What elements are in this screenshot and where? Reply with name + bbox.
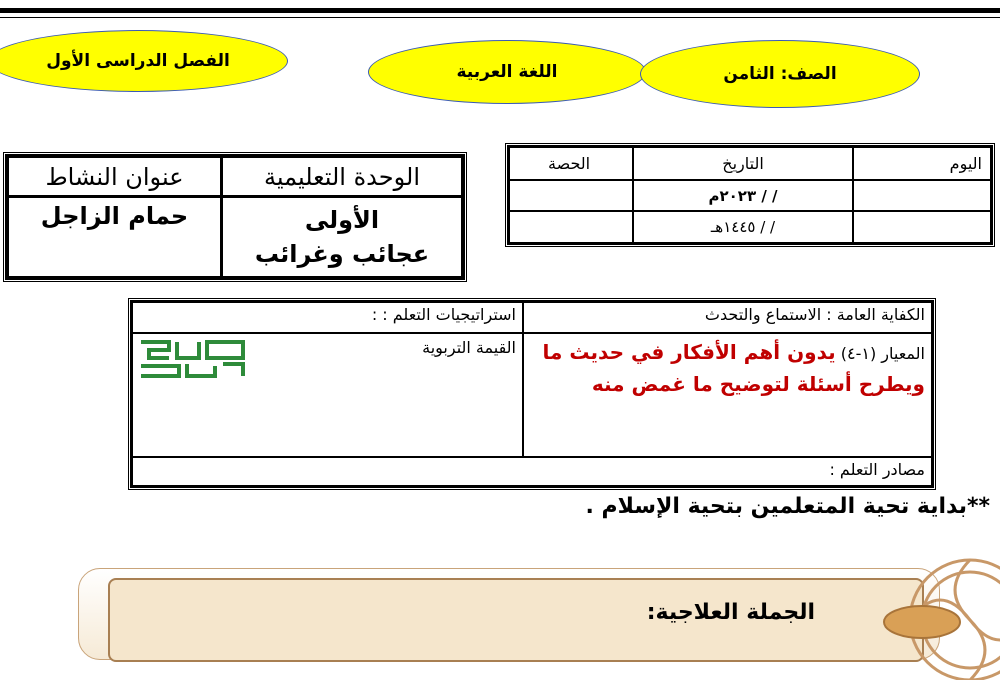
gregorian-date: / / ٢٠٢٣م xyxy=(633,180,853,212)
general-competency: الكفاية العامة : الاستماع والتحدث xyxy=(523,302,932,333)
standard-prefix: المعيار (١-٤) xyxy=(835,344,925,364)
unit-header: الوحدة التعليمية xyxy=(222,157,463,197)
day-cell-2 xyxy=(853,211,991,243)
unit-table xyxy=(3,152,467,282)
activity-header: عنوان النشاط xyxy=(8,157,222,197)
competency-table xyxy=(128,298,936,490)
ornament-medallion-icon xyxy=(860,540,1000,680)
date-header: التاريخ xyxy=(633,147,853,180)
opener-title: الجملة العلاجية: xyxy=(646,600,815,625)
strategies: استراتيجيات التعلم : : xyxy=(132,302,523,333)
subject-oval xyxy=(368,40,646,104)
calligraphy-logo-icon xyxy=(139,338,247,378)
period-cell-2 xyxy=(509,211,633,243)
day-header: اليوم xyxy=(853,147,991,180)
period-header: الحصة xyxy=(509,147,633,180)
top-rule-thin xyxy=(0,17,1000,18)
standard-text: يدون أهم الأفكار في حديث ما ويطرح أسئلة لتوضيح ما غمض منه xyxy=(542,340,925,397)
greeting-line: **بداية تحية المتعلمين بتحية الإسلام . xyxy=(585,494,990,519)
unit-cell xyxy=(222,197,463,278)
day-cell-1 xyxy=(853,180,991,212)
grade-label: الصف: الثامن xyxy=(723,64,837,84)
subject-label: اللغة العربية xyxy=(456,62,558,82)
standard-cell xyxy=(523,333,932,456)
hijri-date: / / ١٤٤٥هـ xyxy=(633,211,853,243)
unit-title: عجائب وغرائب xyxy=(254,240,430,268)
date-table xyxy=(505,143,995,247)
value-label: القيمة التربوية xyxy=(422,338,516,358)
semester-oval xyxy=(0,30,288,92)
period-cell-1 xyxy=(509,180,633,212)
unit-number: الأولى xyxy=(304,206,380,234)
learning-resources: مصادر التعلم : xyxy=(132,457,932,486)
grade-oval xyxy=(640,40,920,108)
activity-title: حمام الزاجل xyxy=(8,197,222,278)
value-cell xyxy=(132,333,523,456)
semester-label: الفصل الدراسى الأول xyxy=(46,51,230,71)
top-rule xyxy=(0,8,1000,13)
